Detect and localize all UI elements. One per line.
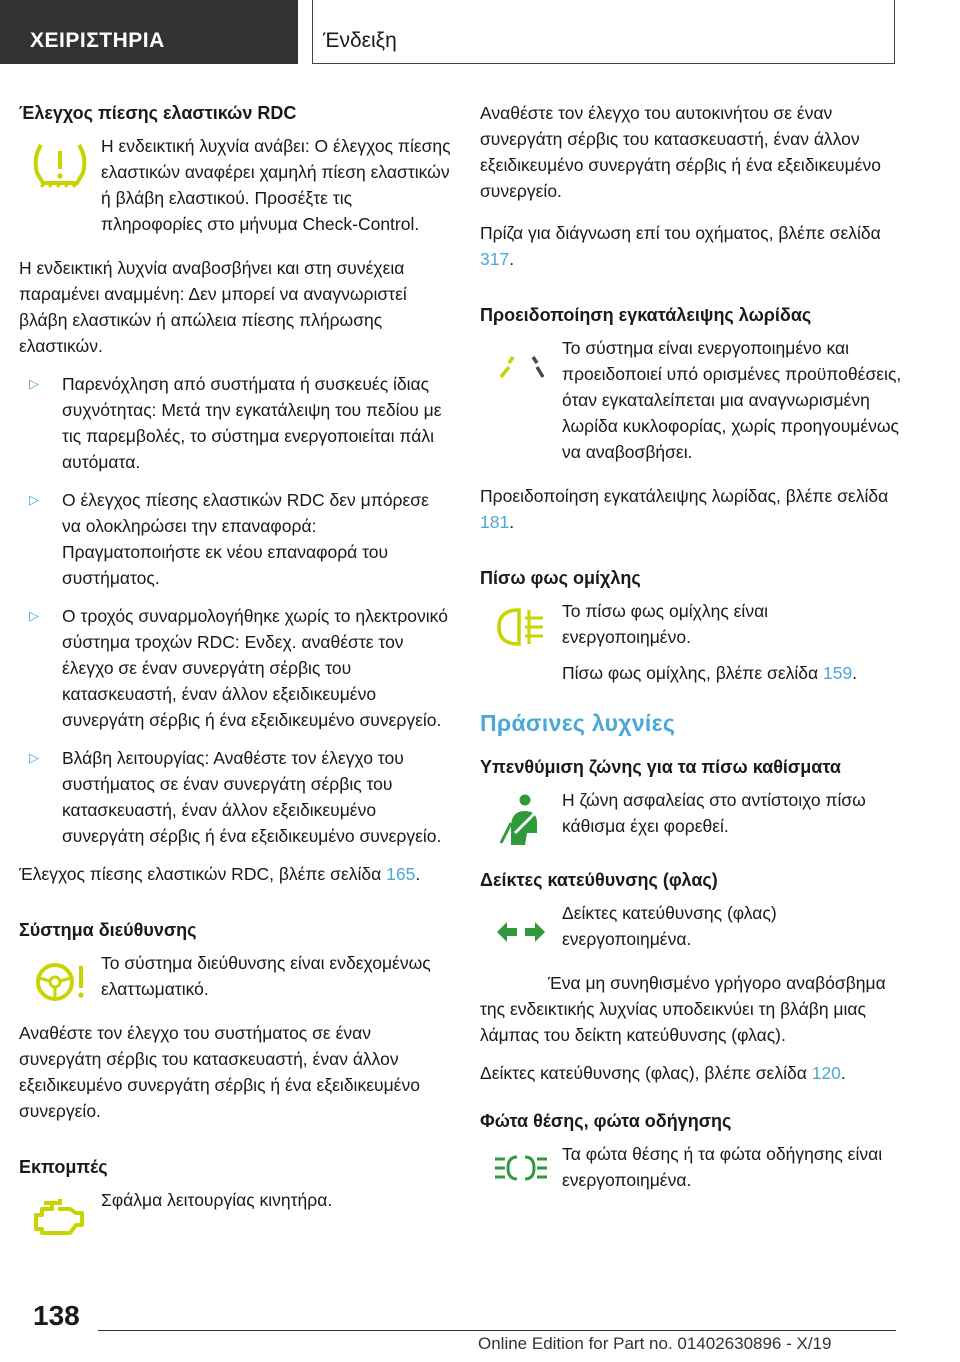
fog-indicator — [480, 598, 898, 696]
steering-indicator — [19, 950, 451, 1012]
emissions-indicator — [19, 1187, 451, 1241]
green-lights-heading: Πράσινες λυχνίες — [480, 710, 676, 736]
page-link-165[interactable]: 165 — [386, 864, 416, 884]
belt-indicator — [480, 787, 898, 849]
fog-reference: Πίσω φως ομίχλης, βλέπε σελίδα 159. — [562, 663, 858, 683]
page-link-159[interactable]: 159 — [823, 663, 853, 683]
footer-divider — [98, 1330, 896, 1331]
steering-warning-icon — [31, 956, 89, 1008]
turn-signal-icon — [495, 920, 547, 944]
list-item: ▷ Ο τροχός συναρμολογήθηκε χωρίς το ηλεκτρονικό σύστημα τροχών RDC: Ενδεχ. αναθέστε τον έλεγχο σε έναν συνεργάτη σέρβις του κατασκευαστή, έναν άλλον εξειδικευμένο συνεργάτη σέρβις ή ένα εξειδικευμένο συνεργείο. — [19, 603, 451, 733]
diagnosis-reference: Πρίζα για διάγνωση επί του οχήματος, βλέπε σελίδα 317. — [480, 223, 881, 269]
rdc-heading: Έλεγχος πίεσης ελαστικών RDC — [19, 103, 297, 123]
parking-indicator — [480, 1141, 898, 1203]
parking-heading: Φώτα θέσης, φώτα οδήγησης — [480, 1111, 732, 1131]
rear-fog-light-icon — [493, 604, 549, 650]
left-column — [19, 100, 451, 1249]
turn-indicator-text: Δείκτες κατεύθυνσης (φλας) ενεργοποιημένα. — [562, 903, 777, 949]
list-item: ▷ Βλάβη λειτουργίας: Αναθέστε τον έλεγχο του συστήματος σε έναν συνεργάτη σέρβις του κατασκευαστή, έναν άλλον εξειδικευμένο συνεργάτη σέρβις ή ένα εξειδικευμένο συνεργείο. — [19, 745, 451, 849]
page-number: 138 — [33, 1300, 80, 1331]
subsection-title: Ένδειξη — [312, 0, 895, 64]
service-intro: Αναθέστε τον έλεγχο του αυτοκινήτου σε έναν συνεργάτη σέρβις του κατασκευαστή, έναν άλλον εξειδικευμένο συνεργάτη σέρβις ή ένα εξειδικευμένο συνεργείο. — [480, 103, 881, 201]
engine-check-icon — [30, 1193, 90, 1241]
lane-departure-icon — [495, 353, 547, 383]
list-item: ▷ Ο έλεγχος πίεσης ελαστικών RDC δεν μπόρεσε να ολοκληρώσει την επαναφορά: Πραγματοποιήστε εκ νέου επαναφορά του συστήματος. — [19, 487, 451, 591]
parking-indicator-text: Τα φώτα θέσης ή τα φώτα οδήγησης είναι ενεργοποιημένα. — [562, 1144, 883, 1190]
emissions-indicator-text: Σφάλμα λειτουργίας κινητήρα. — [101, 1190, 333, 1210]
page-header — [0, 0, 960, 66]
parking-light-icon — [493, 1153, 549, 1183]
steering-text: Αναθέστε τον έλεγχο του συστήματος σε έναν συνεργάτη σέρβις του κατασκευαστή, έναν άλλον εξειδικευμένο συνεργάτη σέρβις ή ένα εξειδικευμένο συνεργείο. — [19, 1023, 420, 1121]
page-link-120[interactable]: 120 — [811, 1063, 841, 1083]
rdc-bullet-list — [19, 371, 451, 849]
edition-note: Online Edition for Part no. 01402630896 - X/19 — [478, 1334, 832, 1353]
tire-pressure-warning-icon — [31, 139, 89, 191]
rdc-blink-text: Η ενδεικτική λυχνία αναβοσβήνει και στη συνέχεια παραμένει αναμμένη: Δεν μπορεί να αναγνωριστεί βλάβη ελαστικών ή απώλεια πίεσης πλήρωσης ελαστικών. — [19, 258, 407, 356]
emissions-heading: Εκπομπές — [19, 1157, 108, 1177]
list-item: ▷ Παρενόχληση από συστήματα ή συσκευές ίδιας συχνότητας: Μετά την εγκατάλειψη του πεδίου με τις παρεμβολές, το σύστημα ενεργοποιείται πάλι αυτόματα. — [19, 371, 451, 475]
steering-indicator-text: Το σύστημα διεύθυνσης είναι ενδεχομένως ελαττωματικό. — [101, 953, 431, 999]
turn-indicator — [480, 900, 898, 962]
steering-heading: Σύστημα διεύθυνσης — [19, 920, 197, 940]
turn-reference: Δείκτες κατεύθυνσης (φλας), βλέπε σελίδα 120. — [480, 1063, 846, 1083]
page-footer — [0, 1290, 960, 1362]
rdc-indicator-text: Η ενδεικτική λυχνία ανάβει: Ο έλεγχος πίεσης ελαστικών αναφέρει χαμηλή πίεση ελαστικών ή βλάβη ελαστικού. Προσέξτε τις πληροφορίες στο μήνυμα Check-Control. — [101, 136, 451, 234]
turn-heading: Δείκτες κατεύθυνσης (φλας) — [480, 870, 718, 890]
lane-heading: Προειδοποίηση εγκατάλειψης λωρίδας — [480, 305, 812, 325]
section-title: ΧΕΙΡΙΣΤΗΡΙΑ — [0, 0, 298, 64]
page-link-181[interactable]: 181 — [480, 512, 510, 532]
seatbelt-icon — [497, 793, 545, 849]
belt-heading: Υπενθύμιση ζώνης για τα πίσω καθίσματα — [480, 757, 841, 777]
page-link-317[interactable]: 317 — [480, 249, 510, 269]
right-column — [480, 100, 902, 1211]
rdc-reference: Έλεγχος πίεσης ελαστικών RDC, βλέπε σελίδα 165. — [19, 864, 421, 884]
fog-heading: Πίσω φως ομίχλης — [480, 568, 641, 588]
lane-reference: Προειδοποίηση εγκατάλειψης λωρίδας, βλέπε σελίδα 181. — [480, 486, 889, 532]
turn-fast-blink-text: Ένα μη συνηθισμένο γρήγορο αναβόσβημα της ενδεικτικής λυχνίας υποδεικνύει τη βλάβη μιας λάμπας του δείκτη κατεύθυνσης (φλας). — [480, 973, 886, 1045]
belt-indicator-text: Η ζώνη ασφαλείας στο αντίστοιχο πίσω κάθισμα έχει φορεθεί. — [562, 790, 866, 836]
fog-indicator-text: Το πίσω φως ομίχλης είναι ενεργοποιημένο. — [562, 601, 769, 647]
lane-indicator — [480, 335, 902, 475]
rdc-indicator — [19, 133, 451, 247]
lane-indicator-text: Το σύστημα είναι ενεργοποιημένο και προειδοποιεί υπό ορισμένες προϋποθέσεις, όταν εγκαταλείπεται μια αναγνωρισμένη λωρίδα κυκλοφορίας, χωρίς προηγουμένως να αναβοσβήσει. — [562, 338, 902, 462]
